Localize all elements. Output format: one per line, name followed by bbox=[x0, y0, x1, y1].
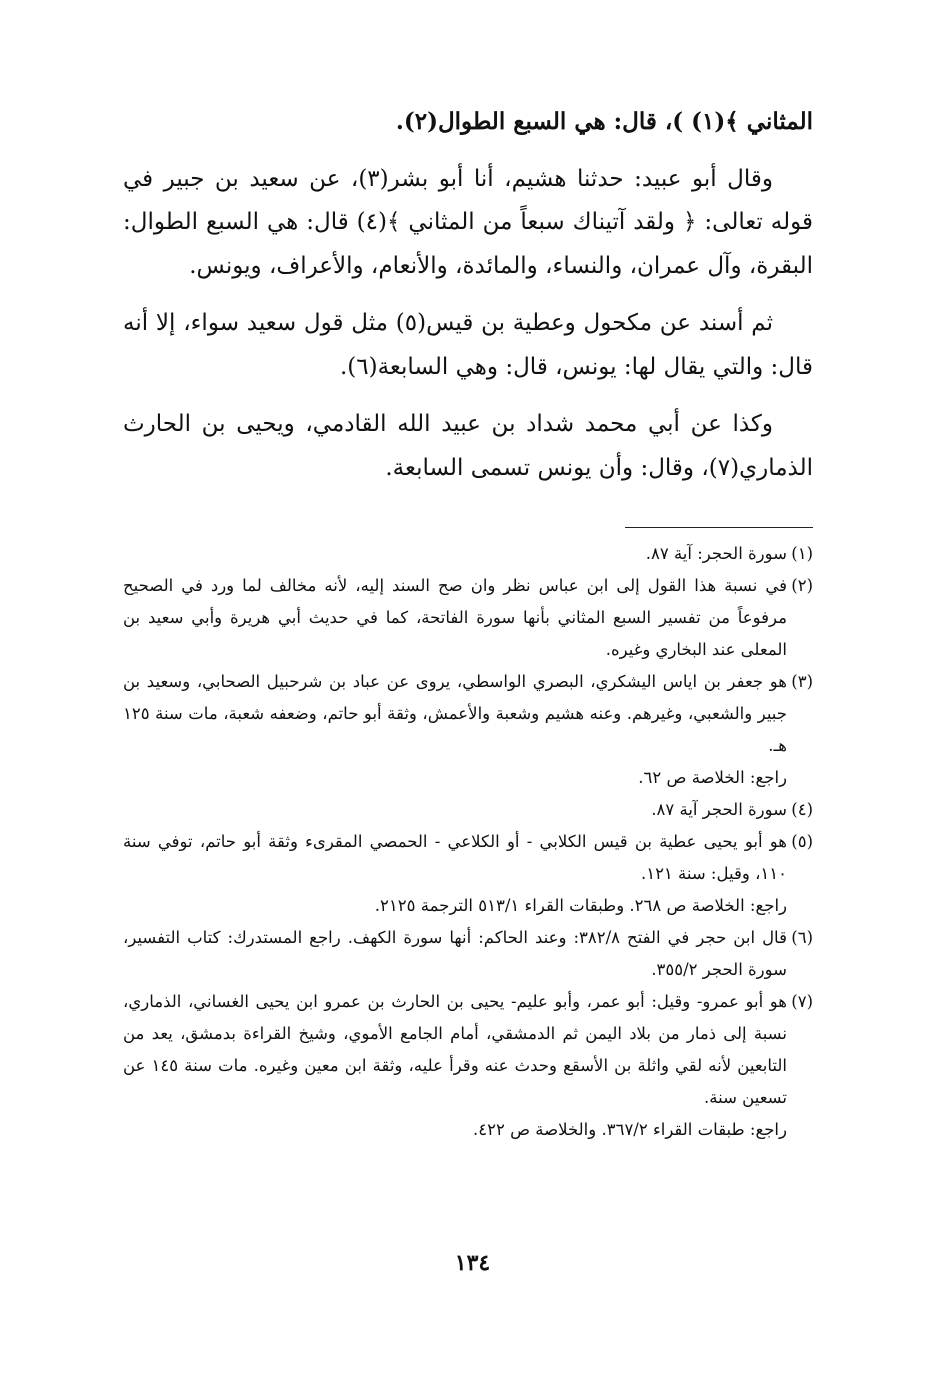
footnote-number: (٥) bbox=[791, 832, 813, 851]
footnote-number: (٧) bbox=[791, 992, 813, 1011]
footnote-5-reference: راجع: الخلاصة ص ٢٦٨. وطبقات القراء ٥١٣/١ الترجمة ٢١٢٥. bbox=[374, 896, 787, 915]
footnote-text: سورة الحجر: آية ٨٧. bbox=[645, 544, 787, 563]
footnote-3-reference: راجع: الخلاصة ص ٦٢. bbox=[638, 768, 787, 787]
footnote-separator bbox=[625, 527, 813, 528]
footnote-text: في نسبة هذا القول إلى ابن عباس نظر وان صح السند إليه، لأنه مخالف لما ورد في الصحيح مرفوعاً من تفسير السبع المثاني بأنها سورة الفاتحة، كما في حديث أبي هريرة وأبي سعيد بن المعلى عند البخاري وغيره. bbox=[123, 576, 787, 659]
footnote-number: (٣) bbox=[791, 672, 813, 691]
footnote-text: هو أبو عمرو- وقيل: أبو عمر، وأبو عليم- يحيى بن الحارث بن عمرو ابن يحيى الغساني، الذماري، نسبة إلى ذمار من بلاد اليمن ثم الدمشقي، أمام الجامع الأموي، وشيخ القراءة بدمشق، يعد من التابعين لأنه لقي واثلة بن الأسقع وحدث عنه وقرأ عليه، وثقة ابن معين وغيره. مات سنة ١٤٥ عن تسعين سنة. bbox=[123, 992, 787, 1107]
footnote-3 bbox=[123, 666, 813, 762]
footnote-number: (٦) bbox=[791, 928, 813, 947]
footnote-text: هو جعفر بن اياس اليشكري، البصري الواسطي، يروى عن عباد بن شرحبيل الصحابي، وسعيد بن جبير والشعبي، وغيرهم. وعنه هشيم وشعبة والأعمش، وثقة أبو حاتم، وضعفه شعبة، مات سنة ١٢٥ هـ. bbox=[123, 672, 787, 755]
footnote-number: (١) bbox=[791, 544, 813, 563]
page-number: ١٣٤ bbox=[454, 1250, 491, 1276]
main-text bbox=[123, 100, 813, 504]
footnote-number: (٢) bbox=[791, 576, 813, 595]
paragraph-2: وقال أبو عبيد: حدثنا هشيم، أنا أبو بشر(٣)، عن سعيد بن جبير في قوله تعالى: ﴿ ولقد آتيناك سبعاً من المثاني ﴾(٤) قال: هي السبع الطوال: البقرة، وآل عمران، والنساء، والمائدة، والأنعام، والأعراف، ويونس. bbox=[123, 165, 813, 279]
footnote-4 bbox=[123, 794, 813, 826]
footnote-text: قال ابن حجر في الفتح ٣٨٢/٨: وعند الحاكم: أنها سورة الكهف. راجع المستدرك: كتاب التفسير، سورة الحجر ٣٥٥/٢. bbox=[123, 928, 787, 979]
footnote-5 bbox=[123, 826, 813, 890]
footnote-6 bbox=[123, 922, 813, 986]
footnote-number: (٤) bbox=[791, 800, 813, 819]
paragraph-3: ثم أسند عن مكحول وعطية بن قيس(٥) مثل قول سعيد سواء، إلا أنه قال: والتي يقال لها: يونس، قال: وهي السابعة(٦). bbox=[123, 310, 813, 380]
footnote-7 bbox=[123, 986, 813, 1114]
footnote-7-reference: راجع: طبقات القراء ٣٦٧/٢. والخلاصة ص ٤٢٢. bbox=[473, 1120, 787, 1139]
paragraph-4: وكذا عن أبي محمد شداد بن عبيد الله القادمي، ويحيى بن الحارث الذماري(٧)، وقال: وأن يونس تسمى السابعة. bbox=[123, 411, 813, 481]
footnote-2 bbox=[123, 570, 813, 666]
footnotes bbox=[123, 538, 813, 1146]
paragraph-1: المثاني ﴾(١) )، قال: هي السبع الطوال(٢). bbox=[395, 108, 813, 135]
footnote-text: هو أبو يحيى عطية بن قيس الكلابي - أو الكلاعي - الحمصي المقرىء وثقة أبو حاتم، توفي سنة ١١٠، وقيل: سنة ١٢١. bbox=[123, 832, 787, 883]
footnote-text: سورة الحجر آية ٨٧. bbox=[651, 800, 787, 819]
footnote-1 bbox=[123, 538, 813, 570]
